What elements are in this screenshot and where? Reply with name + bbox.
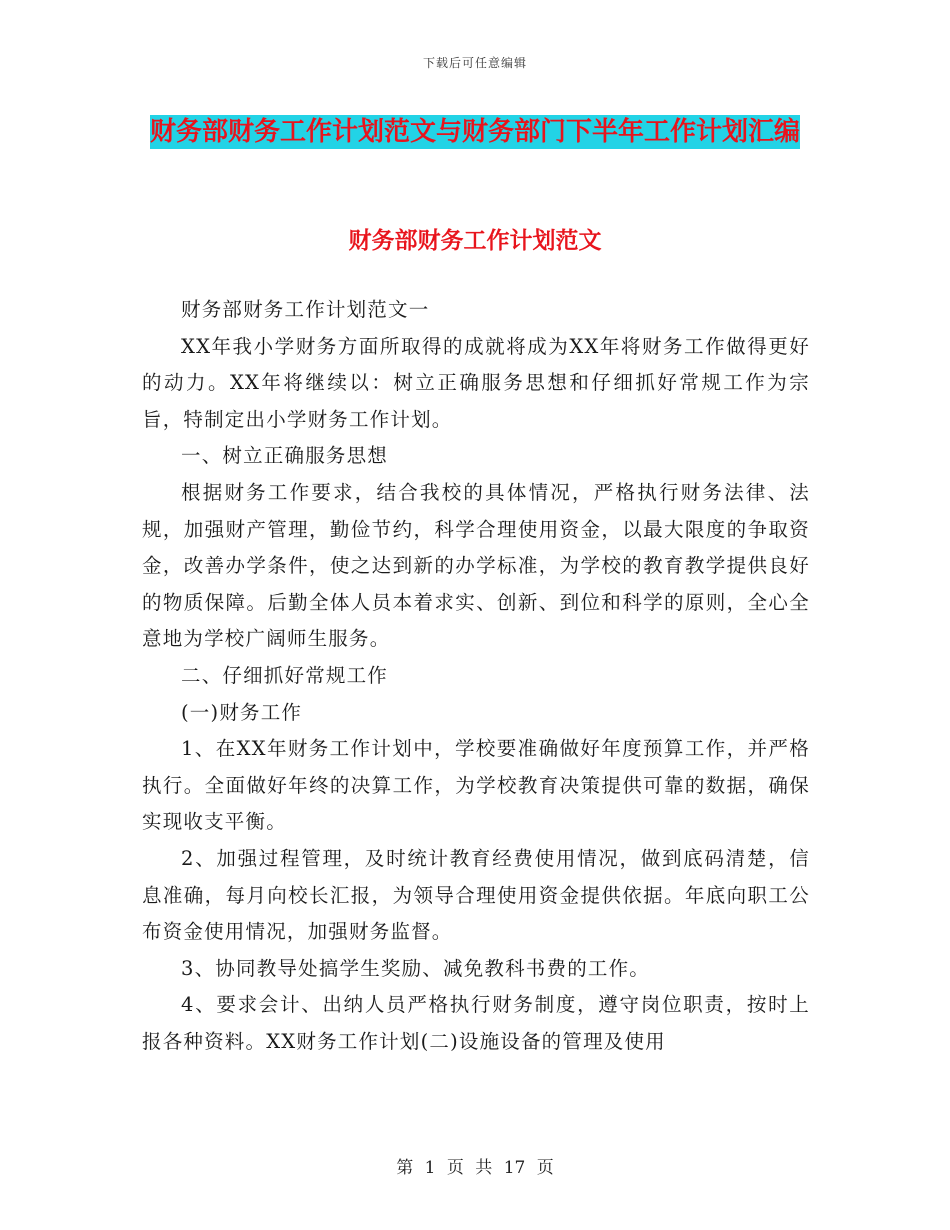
page-number-footer: 第 1 页 共 17 页 <box>396 1158 554 1178</box>
page-header-note: 下载后可任意编辑 <box>422 56 527 70</box>
document-body <box>142 292 810 1060</box>
paragraph-heading: 一、树立正确服务思想 <box>181 444 389 468</box>
paragraph: XX年我小学财务方面所取得的成就将成为XX年将财务工作做得更好的动力。XX年将继续以：树立正确服务思想和仔细抓好常规工作为宗旨，特制定出小学财务工作计划。 <box>142 334 810 431</box>
paragraph-subheading: (一)财务工作 <box>181 700 303 724</box>
section-title: 财务部财务工作计划范文 <box>348 228 602 254</box>
paragraph-heading: 二、仔细抓好常规工作 <box>181 663 389 687</box>
paragraph: 根据财务工作要求，结合我校的具体情况，严格执行财务法律、法规，加强财产管理，勤俭节约，科学合理使用资金，以最大限度的争取资金，改善办学条件，使之达到新的办学标准，为学校的教育教学提供良好的物质保障。后勤全体人员本着求实、创新、到位和科学的原则，全心全意地为学校广阔师生服务。 <box>142 480 810 651</box>
paragraph: 1、在XX年财务工作计划中，学校要准确做好年度预算工作，并严格执行。全面做好年终的决算工作，为学校教育决策提供可靠的数据，确保实现收支平衡。 <box>142 737 810 834</box>
document-title <box>140 108 810 156</box>
paragraph: 4、要求会计、出纳人员严格执行财务制度，遵守岗位职责，按时上报各种资料。XX财务工作计划(二)设施设备的管理及使用 <box>142 993 810 1053</box>
paragraph: 2、加强过程管理，及时统计教育经费使用情况，做到底码清楚，信息准确，每月向校长汇报，为领导合理使用资金提供依据。年底向职工公布资金使用情况，加强财务监督。 <box>142 846 810 944</box>
paragraph: 3、协同教导处搞学生奖励、减免教科书费的工作。 <box>181 956 651 980</box>
document-title-text: 财务部财务工作计划范文与财务部门下半年工作计划汇编 <box>149 117 800 147</box>
paragraph-subtitle: 财务部财务工作计划范文一 <box>181 298 430 321</box>
